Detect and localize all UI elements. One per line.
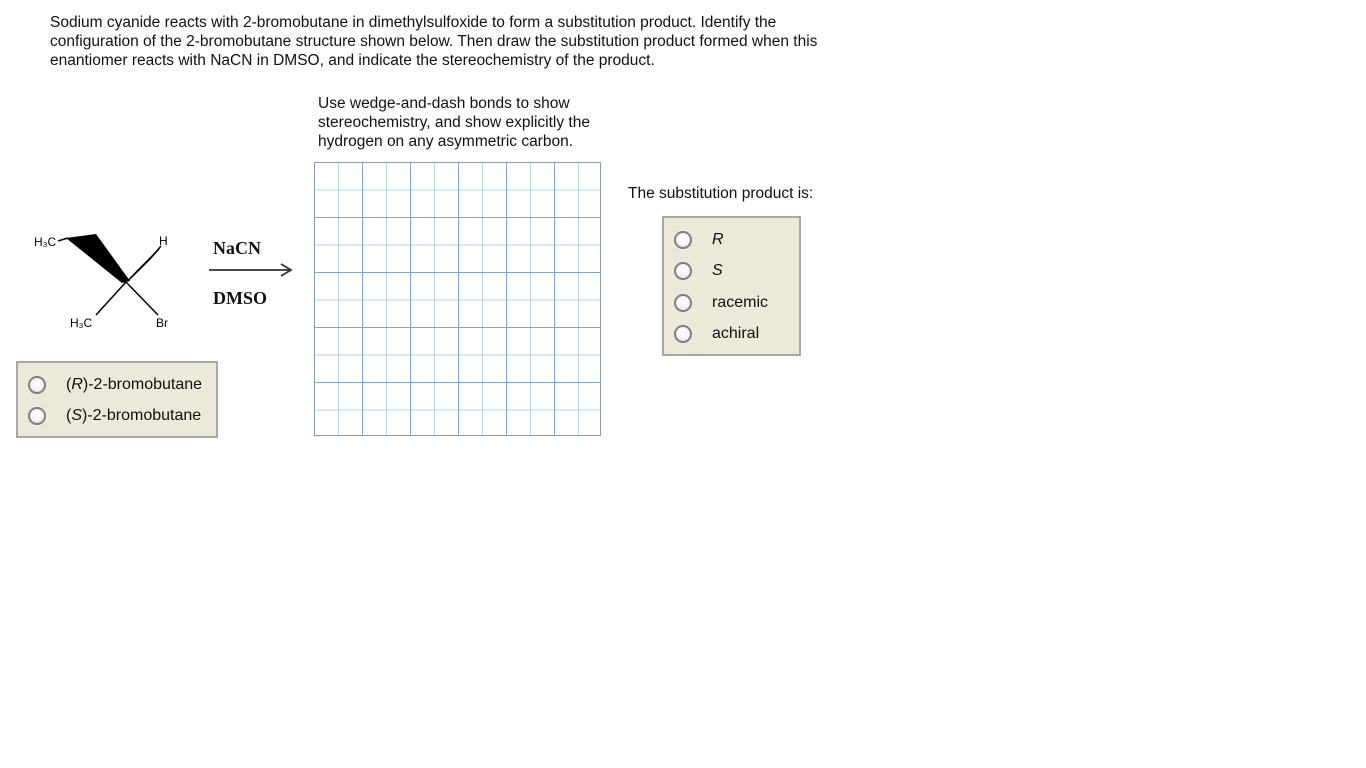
molecule-drawing: [28, 225, 188, 335]
product-stereochemistry-options: [662, 216, 801, 356]
radio-button-product-r[interactable]: [674, 231, 692, 249]
methyl-label-bottom: H₃C: [70, 316, 93, 330]
product-option-achiral[interactable]: [674, 319, 789, 351]
product-option-label: achiral: [712, 325, 760, 343]
hydrogen-label: H: [159, 234, 168, 248]
structure-drawing-canvas[interactable]: [314, 162, 601, 436]
hashed-bond: [127, 246, 161, 281]
radio-button-s[interactable]: [28, 407, 46, 425]
product-option-label: R: [712, 230, 724, 248]
radio-button-product-s[interactable]: [674, 262, 692, 280]
reactant-option-label: (R)-2-bromobutane: [66, 375, 203, 393]
product-option-r[interactable]: [674, 224, 789, 256]
product-question-heading: The substitution product is:: [628, 185, 814, 202]
reagent-label: NaCN: [213, 238, 261, 258]
product-option-label: S: [712, 262, 723, 280]
reactant-structure: [28, 225, 188, 340]
radio-button-r[interactable]: [28, 376, 46, 394]
methyl-bond-top: [58, 238, 68, 241]
product-option-s[interactable]: [674, 256, 789, 288]
question-text: Sodium cyanide reacts with 2-bromobutane in dimethylsulfoxide to form a substitution product. Identify the configuration of the 2-bromobutane structure shown below. Then draw the substitution product formed when this enantiomer reacts with NaCN in DMSO, and indicate the stereochemistry of the product.: [50, 14, 818, 69]
methyl-bond-bottom: [96, 282, 126, 315]
reactant-configuration-options: [16, 361, 218, 438]
radio-button-product-racemic[interactable]: [674, 294, 692, 312]
bromine-bond: [126, 282, 158, 315]
product-option-label: racemic: [712, 293, 769, 311]
drawing-instructions: Use wedge-and-dash bonds to show stereochemistry, and show explicitly the hydrogen on any asymmetric carbon.: [318, 95, 590, 150]
reactant-option-s[interactable]: [28, 401, 206, 433]
reactant-option-r[interactable]: [28, 369, 206, 401]
methyl-label-top: H₃C: [34, 235, 57, 249]
wedge-bond: [66, 234, 130, 283]
solvent-label: DMSO: [213, 288, 267, 308]
reactant-option-label: (S)-2-bromobutane: [66, 407, 202, 425]
reaction-conditions: [205, 235, 295, 315]
product-option-racemic[interactable]: [674, 287, 789, 319]
bromine-label: Br: [156, 316, 168, 330]
radio-button-product-achiral[interactable]: [674, 325, 692, 343]
reaction-arrow-icon: [208, 261, 296, 277]
